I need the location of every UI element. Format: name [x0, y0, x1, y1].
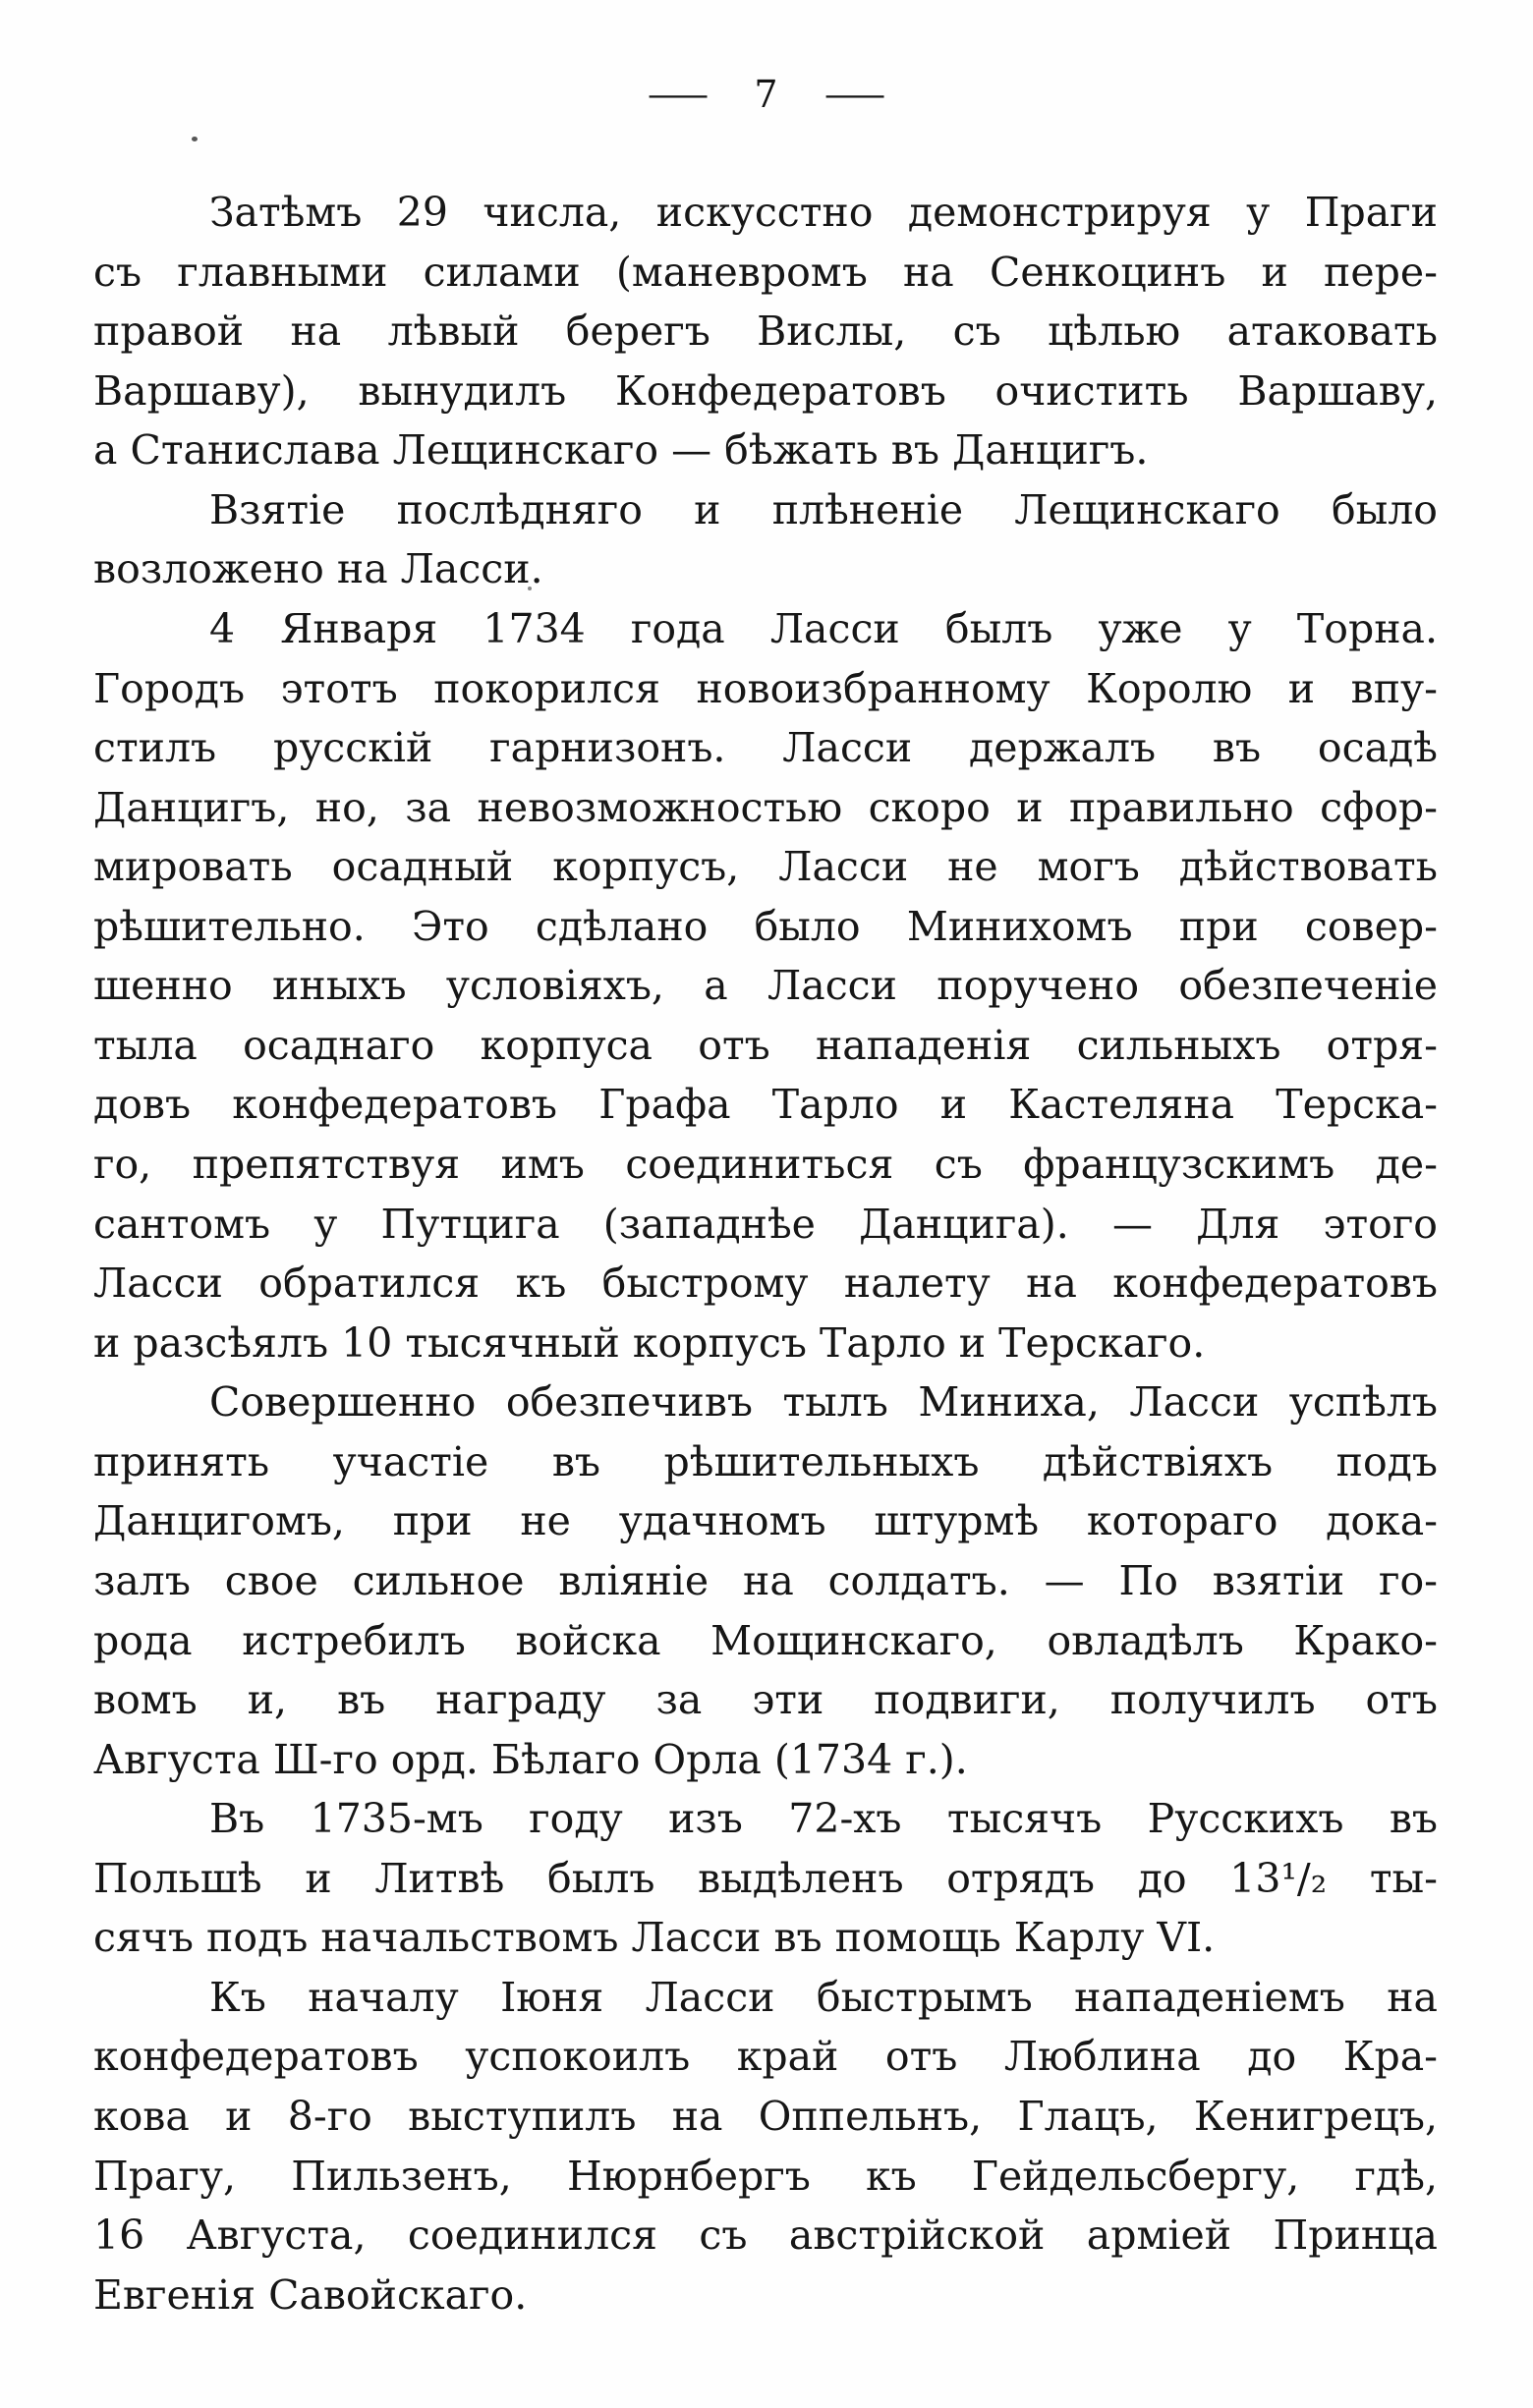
text-line: 4 Января 1734 года Ласси былъ уже у Торна. — [209, 604, 1438, 652]
text-line: Варшаву), вынудилъ Конфедератовъ очистить Варшаву, — [93, 366, 1438, 415]
page-header — [0, 73, 1533, 116]
text-line: Затѣмъ 29 числа, искусстно демонстрируя у Праги — [209, 189, 1438, 236]
text-line: Августа Ш-го орд. Бѣлаго Орла (1734 г.). — [93, 1735, 968, 1783]
text-line: стилъ русскій гарнизонъ. Ласси держалъ въ осадѣ — [93, 724, 1438, 772]
text-line: вомъ и, въ награду за эти подвиги, получилъ отъ — [93, 1676, 1438, 1724]
text-line: сантомъ у Путцига (западнѣе Данцига). — Для этого — [93, 1200, 1438, 1248]
text-line: тыла осаднаго корпуса отъ нападенія сильныхъ отря- — [93, 1021, 1438, 1069]
text-line: мировать осадный корпусъ, Ласси не могъ дѣйствовать — [93, 843, 1438, 891]
text-line: съ главными силами (маневромъ на Сенкоцинъ и пере- — [93, 248, 1438, 296]
text-line: а Станислава Лещинскаго — бѣжать въ Данцигъ. — [93, 426, 1149, 475]
text-line: шенно иныхъ условіяхъ, а Ласси поручено обезпеченіе — [93, 962, 1438, 1010]
text-line: Совершенно обезпечивъ тылъ Миниха, Ласси успѣлъ — [209, 1378, 1438, 1427]
text-line: рода истребилъ войска Мощинскаго, овладѣлъ Крако- — [93, 1616, 1438, 1664]
text-line: Евгенія Савойскаго. — [93, 2270, 528, 2319]
paragraph — [93, 1789, 1438, 1968]
text-line: Ласси обратился къ быстрому налету на конфедератовъ — [93, 1260, 1438, 1308]
header-right-dash: — — [823, 75, 886, 114]
paragraph — [93, 183, 1438, 480]
header-left-dash: — — [647, 75, 710, 114]
text-line: Городъ этотъ покорился новоизбранному Королю и впу- — [93, 664, 1438, 712]
text-line: принять участіе въ рѣшительныхъ дѣйствіяхъ подъ — [93, 1437, 1438, 1485]
text-line: Прагу, Пильзенъ, Нюрнбергъ къ Гейдельсбергу, гдѣ, — [93, 2152, 1438, 2200]
text-line: Данцигъ, но, за невозможностью скоро и правильно сфор- — [93, 783, 1438, 831]
paragraph — [93, 1968, 1438, 2324]
text-line: 16 Августа, соединился съ австрійской арміей Принца — [93, 2212, 1438, 2260]
text-line: довъ конфедератовъ Графа Тарло и Кастеляна Терска- — [93, 1081, 1438, 1129]
text-line: Польшѣ и Литвѣ былъ выдѣленъ отрядъ до 13¹/₂ ты- — [93, 1854, 1438, 1902]
text-line: правой на лѣвый берегъ Вислы, съ цѣлью атаковать — [93, 308, 1438, 356]
text-line: возложено на Ласси. — [93, 545, 543, 593]
text-line: рѣшительно. Это сдѣлано было Минихомъ при совер- — [93, 902, 1438, 950]
page-number: 7 — [754, 73, 779, 116]
text-line: Къ началу Іюня Ласси быстрымъ нападеніемъ на — [209, 1973, 1438, 2021]
paragraph — [93, 480, 1438, 599]
scan-speck — [192, 137, 198, 141]
text-line: кова и 8-го выступилъ на Оппельнъ, Глацъ, Кенигрецъ, — [93, 2093, 1438, 2140]
text-line: и разсѣялъ 10 тысячный корпусъ Тарло и Терскаго. — [93, 1318, 1206, 1367]
text-line: Въ 1735-мъ году изъ 72-хъ тысячъ Русскихъ въ — [209, 1795, 1438, 1843]
text-line: го, препятствуя имъ соединиться съ французскимъ де- — [93, 1141, 1438, 1188]
text-line: Данцигомъ, при не удачномъ штурмѣ котораго дока- — [93, 1497, 1438, 1545]
text-block — [93, 183, 1438, 2324]
paragraph — [93, 1372, 1438, 1789]
text-line: конфедератовъ успокоилъ край отъ Люблина до Кра- — [93, 2033, 1438, 2081]
text-line: сячъ подъ начальствомъ Ласси въ помощь Карлу VI. — [93, 1914, 1216, 1962]
paragraph — [93, 599, 1438, 1372]
text-line: залъ свое сильное вліяніе на солдатъ. — По взятіи го- — [93, 1556, 1438, 1604]
text-line: Взятіе послѣдняго и плѣненіе Лещинскаго было — [209, 485, 1438, 533]
